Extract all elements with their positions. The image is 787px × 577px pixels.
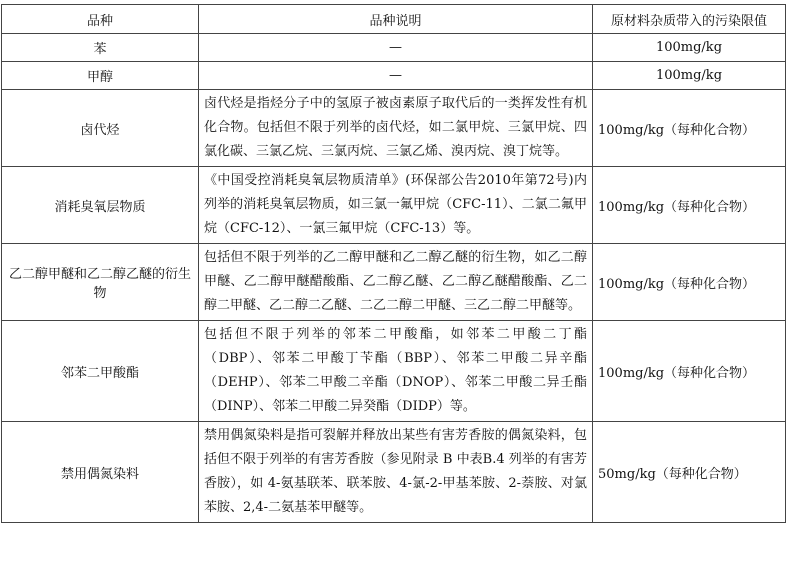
row-variety: 甲醇: [2, 62, 199, 90]
header-limit: 原材料杂质带入的污染限值: [593, 5, 786, 34]
table-row: [2, 321, 786, 422]
row-description: —: [199, 62, 593, 90]
row-limit: 50mg/kg（每种化合物）: [593, 422, 786, 523]
table-row: [2, 244, 786, 321]
row-limit: 100mg/kg（每种化合物）: [593, 167, 786, 244]
row-variety: 邻苯二甲酸酯: [2, 321, 199, 422]
row-description: —: [199, 34, 593, 62]
table-row: [2, 62, 786, 90]
row-variety: 苯: [2, 34, 199, 62]
row-description: 《中国受控消耗臭氧层物质清单》(环保部公告2010年第72号)内列举的消耗臭氧层物质，如三氯一氟甲烷（CFC-11）、二氯二氟甲烷（CFC-12）、一氯三氟甲烷（CFC-13）等。: [199, 167, 593, 244]
row-limit: 100mg/kg（每种化合物）: [593, 90, 786, 167]
header-description: 品种说明: [199, 5, 593, 34]
row-limit: 100mg/kg（每种化合物）: [593, 321, 786, 422]
row-limit: 100mg/kg（每种化合物）: [593, 244, 786, 321]
row-limit: 100mg/kg: [593, 34, 786, 62]
row-description: 包括但不限于列举的乙二醇甲醚和乙二醇乙醚的衍生物，如乙二醇甲醚、乙二醇甲醚醋酸酯、乙二醇乙醚、乙二醇乙醚醋酸酯、乙二醇二甲醚、乙二醇二乙醚、二乙二醇二甲醚、三乙二醇二甲醚等。: [199, 244, 593, 321]
table-row: [2, 90, 786, 167]
header-row: [2, 5, 786, 34]
row-variety: 消耗臭氧层物质: [2, 167, 199, 244]
table-row: [2, 167, 786, 244]
table-row: [2, 422, 786, 523]
table-row: [2, 34, 786, 62]
pollutant-limits-table: [1, 4, 786, 523]
row-variety: 卤代烃: [2, 90, 199, 167]
row-description: 卤代烃是指烃分子中的氢原子被卤素原子取代后的一类挥发性有机化合物。包括但不限于列举的卤代烃，如二氯甲烷、三氯甲烷、四氯化碳、三氯乙烷、三氯丙烷、三氯乙烯、溴丙烷、溴丁烷等。: [199, 90, 593, 167]
row-limit: 100mg/kg: [593, 62, 786, 90]
row-description: 包括但不限于列举的邻苯二甲酸酯，如邻苯二甲酸二丁酯（DBP）、邻苯二甲酸丁苄酯（BBP）、邻苯二甲酸二异辛酯（DEHP）、邻苯二甲酸二辛酯（DNOP）、邻苯二甲酸二异壬酯（DINP）、邻苯二甲酸二异癸酯（DIDP）等。: [199, 321, 593, 422]
row-variety: 禁用偶氮染料: [2, 422, 199, 523]
row-description: 禁用偶氮染料是指可裂解并释放出某些有害芳香胺的偶氮染料，包括但不限于列举的有害芳香胺（参见附录 B 中表B.4 列举的有害芳香胺），如 4-氨基联苯、联苯胺、4-氯-2-甲基苯胺、2-萘胺、对氯苯胺、2,4-二氨基苯甲醚等。: [199, 422, 593, 523]
header-variety: 品种: [2, 5, 199, 34]
row-variety: 乙二醇甲醚和乙二醇乙醚的衍生物: [2, 244, 199, 321]
